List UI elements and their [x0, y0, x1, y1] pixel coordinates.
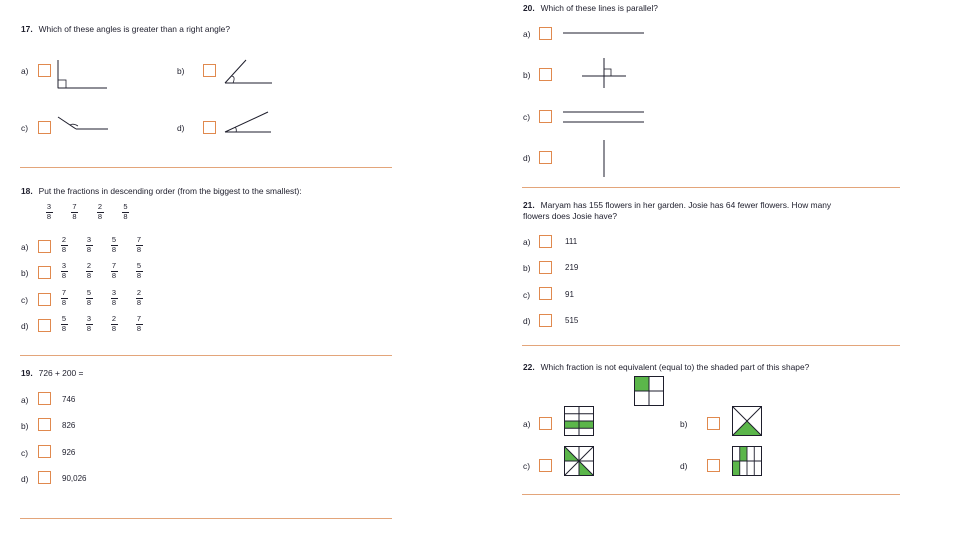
option-label-b: b): [177, 66, 185, 76]
fraction: [109, 289, 119, 307]
answer-checkbox-18d[interactable]: [38, 319, 51, 332]
option-value: 826: [62, 421, 76, 430]
question-number: 22.: [523, 362, 535, 372]
numerator: 2: [86, 261, 92, 270]
option-value: 515: [565, 316, 579, 325]
denominator: 8: [86, 270, 92, 280]
answer-checkbox-19a[interactable]: [38, 392, 51, 405]
question-17: [21, 24, 230, 34]
denominator: 8: [111, 270, 117, 280]
answer-checkbox-17d[interactable]: [203, 121, 216, 134]
fraction: [84, 262, 94, 280]
option-label-a: a): [21, 66, 29, 76]
option-value: 90,026: [62, 474, 87, 483]
numerator: 3: [86, 314, 92, 323]
question-text: Maryam has 155 flowers in her garden. Josie has 64 fewer flowers. How many: [540, 200, 832, 210]
numerator: 3: [61, 261, 67, 270]
denominator: 8: [61, 323, 67, 333]
fraction: [84, 315, 94, 333]
answer-checkbox-17a[interactable]: [38, 64, 51, 77]
denominator: 8: [61, 244, 67, 254]
option-label-c: c): [523, 112, 530, 122]
denominator: 8: [111, 244, 117, 254]
denominator: 8: [72, 211, 77, 221]
option-label: a): [21, 242, 29, 252]
option-value: 926: [62, 448, 76, 457]
answer-checkbox-21d[interactable]: [539, 314, 552, 327]
fraction: [84, 289, 94, 307]
question-number: 18.: [21, 186, 33, 196]
numerator: 5: [111, 235, 117, 244]
question-number: 17.: [21, 24, 33, 34]
numerator: 7: [72, 202, 77, 211]
answer-checkbox-17b[interactable]: [203, 64, 216, 77]
numerator: 3: [46, 202, 52, 211]
option-label-a: a): [21, 395, 29, 405]
divider: [20, 355, 392, 356]
option-label-d: d): [680, 461, 688, 471]
divider: [20, 518, 392, 519]
answer-checkbox-20a[interactable]: [539, 27, 552, 40]
numerator: 5: [123, 202, 128, 211]
option-value: 746: [62, 395, 76, 404]
question-text: Which fraction is not equivalent (equal to) the shaded part of this shape?: [540, 362, 810, 372]
numerator: 7: [136, 235, 142, 244]
option-label-d: d): [523, 153, 531, 163]
fraction: [134, 236, 144, 254]
line-diagram-20d: [600, 140, 608, 178]
denominator: 8: [61, 297, 67, 307]
option-label: c): [21, 295, 28, 305]
option-value: 111: [565, 237, 578, 246]
question-18: [21, 186, 302, 196]
question-text: 726 + 200 =: [38, 368, 84, 378]
fraction: [134, 289, 144, 307]
answer-checkbox-19b[interactable]: [38, 418, 51, 431]
option-label-c: c): [523, 290, 530, 300]
answer-checkbox-19d[interactable]: [38, 471, 51, 484]
divider: [522, 345, 900, 346]
question-number: 20.: [523, 3, 535, 13]
denominator: 8: [111, 297, 117, 307]
angle-diagram-17c: [56, 114, 111, 134]
option-label: d): [21, 321, 29, 331]
denominator: 8: [136, 244, 142, 254]
denominator: 8: [111, 323, 117, 333]
answer-checkbox-18a[interactable]: [38, 240, 51, 253]
option-label-d: d): [177, 123, 185, 133]
angle-diagram-17b: [222, 58, 274, 88]
option-label-a: a): [523, 237, 531, 247]
answer-checkbox-22b[interactable]: [707, 417, 720, 430]
answer-checkbox-18c[interactable]: [38, 293, 51, 306]
answer-checkbox-20c[interactable]: [539, 110, 552, 123]
fraction: [70, 203, 80, 221]
numerator: 3: [111, 288, 117, 297]
answer-checkbox-22d[interactable]: [707, 459, 720, 472]
denominator: 8: [86, 297, 92, 307]
divider: [522, 187, 900, 188]
numerator: 2: [111, 314, 117, 323]
numerator: 5: [136, 261, 142, 270]
fraction: [59, 236, 69, 254]
line-diagram-20b: [582, 58, 628, 90]
option-value: 219: [565, 263, 579, 272]
fraction: [109, 315, 119, 333]
fraction: [84, 236, 94, 254]
option-label: b): [21, 268, 29, 278]
answer-checkbox-19c[interactable]: [38, 445, 51, 458]
answer-checkbox-21c[interactable]: [539, 287, 552, 300]
fraction: [59, 315, 69, 333]
question-22: [523, 362, 809, 372]
question-number: 19.: [21, 368, 33, 378]
option-label-c: c): [21, 448, 28, 458]
denominator: 8: [136, 297, 142, 307]
question-19: [21, 368, 83, 378]
denominator: 8: [136, 323, 142, 333]
question-number: 21.: [523, 200, 535, 210]
numerator: 2: [61, 235, 67, 244]
fraction: [59, 289, 69, 307]
denominator: 8: [86, 323, 92, 333]
divider: [522, 494, 900, 495]
numerator: 7: [111, 261, 117, 270]
fraction: [59, 262, 69, 280]
numerator: 2: [136, 288, 142, 297]
numerator: 7: [136, 314, 142, 323]
answer-checkbox-22a[interactable]: [539, 417, 552, 430]
option-label-a: a): [523, 419, 531, 429]
fraction-shape-22c: [564, 446, 594, 476]
question-21: [523, 200, 831, 210]
question-text: Which of these angles is greater than a right angle?: [38, 24, 231, 34]
denominator: 8: [97, 211, 103, 221]
question-text: Put the fractions in descending order (from the biggest to the smallest):: [38, 186, 302, 196]
option-label-d: d): [21, 474, 29, 484]
question-20: [523, 3, 658, 13]
question-text: Which of these lines is parallel?: [540, 3, 658, 13]
option-label-b: b): [21, 421, 29, 431]
answer-checkbox-17c[interactable]: [38, 121, 51, 134]
answer-checkbox-20b[interactable]: [539, 68, 552, 81]
divider: [20, 167, 392, 168]
numerator: 7: [61, 288, 67, 297]
angle-diagram-17a: [55, 60, 110, 92]
fraction-shape-22b: [732, 406, 762, 436]
line-diagram-20c: [563, 108, 645, 126]
option-label-a: a): [523, 29, 531, 39]
fraction: [109, 262, 119, 280]
fraction: [134, 262, 144, 280]
denominator: 8: [61, 270, 67, 280]
fraction: [109, 236, 119, 254]
denominator: 8: [46, 211, 52, 221]
option-label-b: b): [523, 70, 531, 80]
fraction: [121, 203, 131, 221]
option-value: 91: [565, 290, 574, 299]
denominator: 8: [123, 211, 128, 221]
option-label-c: c): [523, 461, 530, 471]
angle-diagram-17d: [223, 110, 273, 135]
fraction: [134, 315, 144, 333]
option-label-b: b): [680, 419, 688, 429]
fraction-shape-22a: [564, 406, 594, 436]
reference-shape: [634, 376, 664, 406]
numerator: 2: [97, 202, 103, 211]
fraction: [95, 203, 105, 221]
numerator: 5: [61, 314, 67, 323]
denominator: 8: [136, 270, 142, 280]
numerator: 5: [86, 288, 92, 297]
option-label-c: c): [21, 123, 28, 133]
answer-checkbox-21b[interactable]: [539, 261, 552, 274]
line-diagram-20a: [563, 28, 645, 38]
denominator: 8: [86, 244, 92, 254]
option-label-b: b): [523, 263, 531, 273]
question-21-line2: flowers does Josie have?: [523, 211, 618, 221]
fraction-shape-22d: [732, 446, 762, 476]
answer-checkbox-20d[interactable]: [539, 151, 552, 164]
option-label-d: d): [523, 316, 531, 326]
answer-checkbox-18b[interactable]: [38, 266, 51, 279]
fraction: [44, 203, 54, 221]
numerator: 3: [86, 235, 92, 244]
answer-checkbox-21a[interactable]: [539, 235, 552, 248]
answer-checkbox-22c[interactable]: [539, 459, 552, 472]
